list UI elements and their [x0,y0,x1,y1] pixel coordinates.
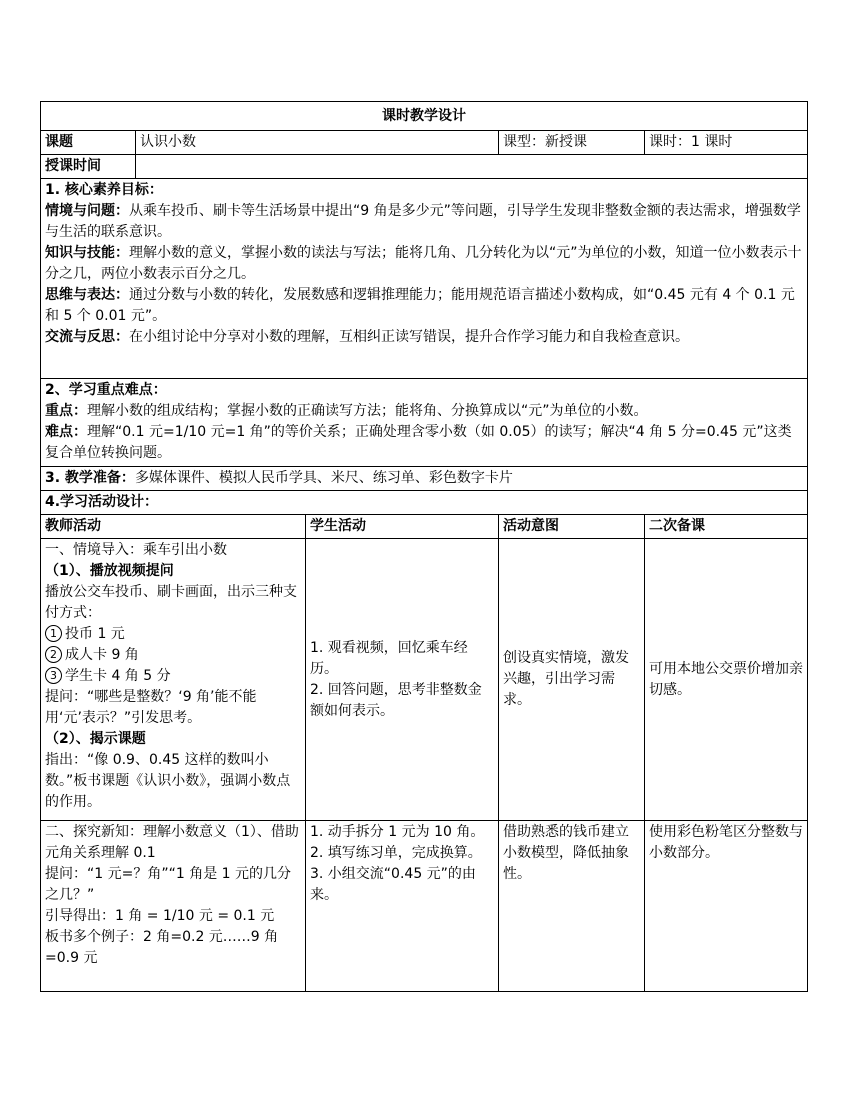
subject-label: 课题 [41,131,136,155]
payment-option-text: 学生卡 4 角 5 分 [65,668,171,684]
subject-value: 认识小数 [136,131,499,155]
col-header-backup: 二次备课 [645,515,808,539]
student-line: 2. 填写练习单，完成换算。 [310,845,482,861]
student-line: 1. 动手拆分 1 元为 10 角。 [310,824,485,840]
goal-text: 从乘车投币、刷卡等生活场景中提出“9 角是多少元”等问题，引导学生发现非整数金额的表达需求，增强数学与生活的联系意识。 [45,203,801,240]
lesson-hours: 课时：1 课时 [645,131,808,155]
circled-number: 1 [45,625,62,642]
payment-option-text: 成人卡 9 角 [65,647,139,663]
goal-label: 交流与反思： [45,329,129,345]
key-point-label: 重点： [45,403,87,419]
preparation-label: 3. 教学准备： [45,470,135,486]
teacher-line: 引导得出：1 角 = 1/10 元 = 0.1 元 [45,908,275,924]
goal-text: 通过分数与小数的转化，发展数感和逻辑推理能力；能用规范语言描述小数构成，如“0.45 元有 4 个 0.1 元和 5 个 0.01 元”。 [45,287,795,324]
teacher-line: 播放公交车投币、刷卡画面，出示三种支付方式： [45,584,297,621]
student-line: 2. 回答问题，思考非整数金额如何表示。 [310,681,482,719]
goal-item [45,285,803,327]
student-activity-cell [306,821,499,992]
col-header-teacher: 教师活动 [41,515,306,539]
goal-label: 情境与问题： [45,203,129,219]
teacher-subheading: （1）、播放视频提问 [45,563,174,579]
core-goals-heading: 1. 核心素养目标： [45,182,163,198]
key-point-text: 理解小数的组成结构；掌握小数的正确读写方法；能将角、分换算成以“元”为单位的小数。 [87,403,648,419]
col-header-intent: 活动意图 [499,515,645,539]
lesson-plan-table [40,101,808,992]
teacher-line: 提问：“1 元=？角”“1 角是 1 元的几分之几？” [45,866,292,903]
goal-label: 知识与技能： [45,245,129,261]
goal-item [45,243,803,285]
backup-cell: 使用彩色粉笔区分整数与小数部分。 [645,821,808,992]
teacher-line: 指出：“像 0.9、0.45 这样的数叫小数。”板书课题《认识小数》，强调小数点的作用。 [45,752,291,810]
teacher-line: 板书多个例子：2 角=0.2 元……9 角=0.9 元 [45,929,279,966]
circled-number: 2 [45,646,62,663]
document-title: 课时教学设计 [41,102,808,131]
teacher-activity-cell [41,539,306,821]
activity-design-heading: 4.学习活动设计： [41,491,808,515]
teacher-subheading: （2）、揭示课题 [45,731,146,747]
student-activity-cell [306,539,499,821]
lesson-type: 课型：新授课 [499,131,645,155]
payment-option-text: 投币 1 元 [65,626,125,642]
backup-cell: 可用本地公交票价增加亲切感。 [645,539,808,821]
preparation-text: 多媒体课件、模拟人民币学具、米尺、练习单、彩色数字卡片 [134,470,513,486]
key-points-section [41,379,808,467]
difficulty-text: 理解“0.1 元=1/10 元=1 角”的等价关系；正确处理含零小数（如 0.05）的读写；解决“4 角 5 分=0.45 元”这类复合单位转换问题。 [45,424,792,461]
teacher-line: 一、情境导入：乘车引出小数 [45,542,227,558]
difficulty-label: 难点： [45,424,87,440]
payment-option [45,666,301,687]
student-line: 1. 观看视频，回忆乘车经历。 [310,639,468,677]
goal-item [45,327,803,348]
key-points-heading: 2、学习重点难点： [45,382,167,398]
teacher-line: 二、探究新知：理解小数意义（1）、借助元角关系理解 0.1 [45,824,299,861]
lesson-plan-document [40,101,807,992]
intent-cell: 创设真实情境，激发兴趣，引出学习需求。 [499,539,645,821]
preparation-section [41,467,808,491]
payment-option [45,645,301,666]
goal-label: 思维与表达： [45,287,129,303]
teacher-line: 提问：“哪些是整数？‘9 角’能不能用‘元’表示？”引发思考。 [45,689,257,726]
student-line: 3. 小组交流“0.45 元”的由来。 [310,866,476,903]
time-value [136,155,808,179]
payment-option [45,624,301,645]
circled-number: 3 [45,667,62,684]
goal-item [45,201,803,243]
intent-cell: 借助熟悉的钱币建立小数模型，降低抽象性。 [499,821,645,992]
col-header-student: 学生活动 [306,515,499,539]
goal-text: 在小组讨论中分享对小数的理解，互相纠正读写错误，提升合作学习能力和自我检查意识。 [129,329,689,345]
teacher-activity-cell [41,821,306,992]
time-label: 授课时间 [41,155,136,179]
core-goals-section [41,179,808,379]
difficulty-item [45,422,803,464]
goal-text: 理解小数的意义，掌握小数的读法与写法；能将几角、几分转化为以“元”为单位的小数，知道一位小数表示十分之几，两位小数表示百分之几。 [45,245,802,282]
key-point-item [45,401,803,422]
